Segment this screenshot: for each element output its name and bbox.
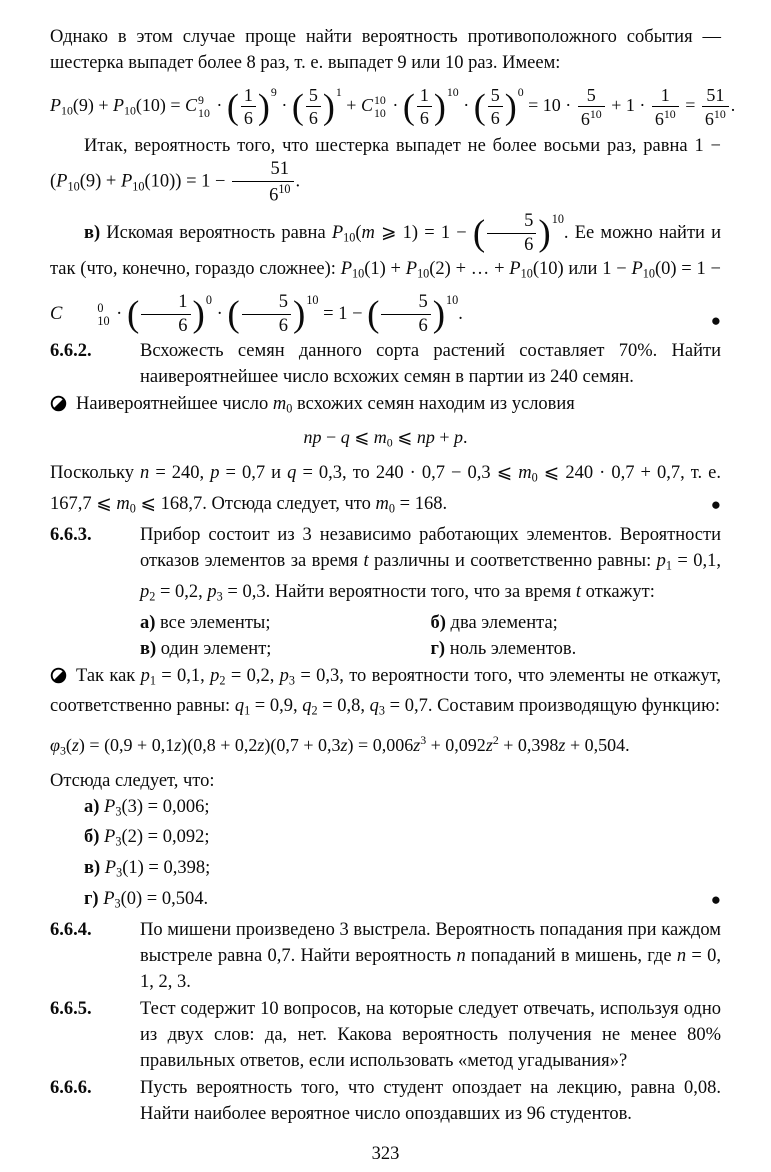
paragraph-continuation: Однако в этом случае проще найти вероятность противоположного события — шестерка выпадет более 8 раз, т. е. выпадет 9 или 10 раз. Имеем: — [50, 27, 721, 73]
end-of-solution-icon: ● — [710, 310, 721, 330]
formula-most-probable-number: np − q ⩽ m0 ⩽ np + p. — [303, 427, 468, 450]
options-list — [140, 610, 721, 662]
formula-binomial-sum: P10(9) + P10(10) = C 9 10 · ( $\frac{1}{6}$ )$^9$ · ( $\frac{5}{6}$ )$^1$ + C 10 10 · ( $\frac{1}{6}$ )$^{10}$ · ( $\frac{5}{6}$ )$^0$ = 10 · $\frac{5}{6^{10}}$ + 1 · $\frac{1}{6^{10}}$ = $\frac{51}{6^{10}}$ . — [50, 84, 736, 129]
paragraph-case-v — [50, 206, 721, 337]
option-label: б) — [430, 612, 446, 633]
problem-text: Всхожесть семян данного сорта растений составляет 70%. Найти наивероятнейшее число всхожих семян в партии из 240 семян. — [140, 340, 721, 387]
option-text: все элементы; — [160, 612, 271, 633]
problem-6-6-2 — [50, 338, 721, 390]
solution-marker-icon — [50, 667, 67, 684]
result-v: в) P3(1) = 0,398; — [84, 857, 211, 880]
option-text: ноль элементов. — [449, 638, 577, 659]
solution-6-6-3-lead — [50, 663, 721, 724]
option-text: один элемент; — [160, 638, 272, 659]
problem-text: По мишени произведено 3 выстрела. Вероятность попадания при каждом выстреле равна 0,7. Найти вероятность n попаданий в мишень, где n = 0, 1, 2, 3. — [140, 920, 722, 993]
option-text: два элемента; — [450, 612, 558, 633]
end-of-solution-icon: ● — [710, 890, 721, 910]
result-a: а) P3(3) = 0,006; — [84, 796, 210, 819]
solution-6-6-2-tail — [50, 460, 721, 521]
solution-6-6-2-lead — [50, 391, 721, 422]
problem-number: 6.6.5. — [50, 999, 92, 1020]
solution-lead-text: Наивероятнейшее число m0 всхожих семян находим из условия — [76, 393, 575, 416]
option-b — [431, 610, 722, 636]
option-label: в) — [140, 638, 157, 659]
end-of-solution-icon: ● — [710, 495, 721, 515]
case-v-text: в) Искомая вероятность равна P10(m ⩾ 1) = 1 − ( $\frac{5}{6}$ )$^{10}$. Ее можно найти и так (что, конечно, гораздо сложнее): P10(1) + P10(2) + … + P10(10) или 1 − P10(0) = 1 − C 0 10 · ( $\frac{1}{6}$ )$^0$ · ( $\frac{5}{6}$ )$^{10}$ = 1 − ( $\frac{5}{6}$ )$^{10}$. — [50, 211, 721, 337]
problem-6-6-6 — [50, 1075, 721, 1127]
option-v — [140, 636, 431, 662]
problem-number: 6.6.6. — [50, 1078, 92, 1099]
problem-number: 6.6.2. — [50, 340, 92, 361]
problem-text — [140, 522, 721, 661]
problem-number: 6.6.3. — [50, 525, 92, 546]
solution-lead-text: Так как p1 = 0,1, p2 = 0,2, p3 = 0,3, то вероятности того, что элементы не откажут, соответственно равны: q1 = 0,9, q2 = 0,8, q3 = 0,7. Составим производящую функцию: — [50, 665, 721, 718]
solution-follow-text: Отсюда следует, что: — [50, 770, 215, 791]
solution-marker-icon — [50, 395, 67, 412]
paragraph-itak: Итак, вероятность того, что шестерка выпадет не более восьми раз, равна 1 − (P10(9) + P10(10)) = 1 − $\frac{51}{6^{10}}$ . — [50, 135, 721, 205]
option-g — [431, 636, 722, 662]
problem-6-6-5 — [50, 996, 721, 1074]
option-label: а) — [140, 612, 156, 633]
problem-6-6-4 — [50, 917, 721, 995]
problem-number: 6.6.4. — [50, 920, 92, 941]
results-list — [84, 794, 721, 917]
option-a — [140, 610, 431, 636]
page-number: 323 — [371, 1144, 400, 1165]
result-b: б) P3(2) = 0,092; — [84, 827, 210, 849]
solution-tail-text: Поскольку n = 240, p = 0,7 и q = 0,3, то 240 · 0,7 − 0,3 ⩽ m0 ⩽ 240 · 0,7 + 0,7, т. е. 167,7 ⩽ m0 ⩽ 168,7. Отсюда следует, что m0 = 168. — [50, 463, 721, 516]
formula-generating-function: $\varphi 3(z) = (0,9 + 0,1z)(0,8 + 0,2z)(0,7 + 0,3z) = 0,006z^3 + 0,092z^2 + 0,398z + 0,504$. — [50, 732, 630, 758]
problem-text: Тест содержит 10 вопросов, на которые следует отвечать, используя одно из двух слов: да, нет. Какова вероятность получения не менее 80% правильных ответов, если использовать «метод угадывания»? — [140, 999, 721, 1072]
problem-text: Пусть вероятность того, что студент опоздает на лекцию, равна 0,08. Найти наиболее вероятное число опоздавших из 96 студентов. — [140, 1078, 721, 1125]
option-label: г) — [430, 638, 446, 659]
result-g: г) P3(0) = 0,504. — [84, 888, 209, 911]
problem-6-6-3 — [50, 522, 721, 661]
problem-body: Прибор состоит из 3 независимо работающих элементов. Вероятности отказов элементов за время t различны и соответственно равны: p1 = 0,1, p2 = 0,2, p3 = 0,3. Найти вероятности того, что за время t откажут: — [140, 525, 721, 604]
